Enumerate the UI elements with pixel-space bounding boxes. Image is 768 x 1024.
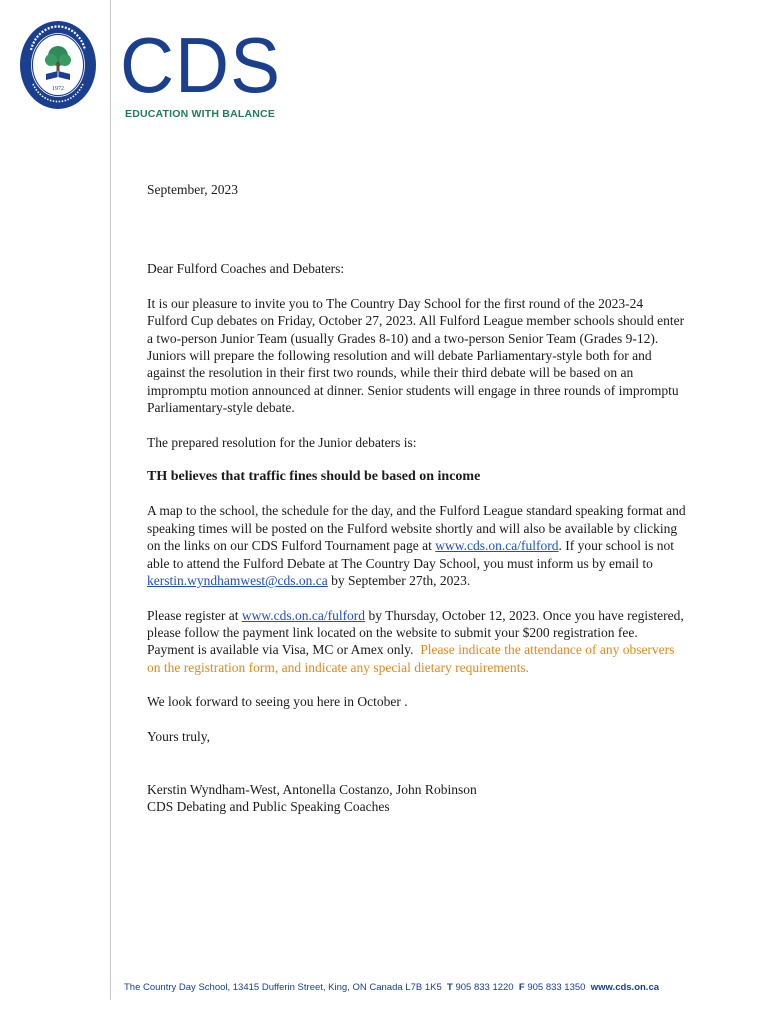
letter-date: September, 2023 [147, 182, 238, 197]
footer-phone: 905 833 1220 [455, 982, 514, 993]
footer-fax: 905 833 1350 [527, 982, 586, 993]
logistics-text-2: . If your school is not able to attend the Fulford Debate at The Country Day School, you must inform us by email to [147, 538, 674, 571]
brand-wordmark: CDS [120, 21, 281, 109]
logistics-text-1: A map to the school, the schedule for the day, and the Fulford League standard speaking format and speaking times will be posted on the Fulford website shortly and will also be available by clicking on the links on our CDS Fulford Tournament page at [147, 503, 686, 554]
footer-phone-label: T [447, 982, 453, 993]
margin-rule [110, 0, 111, 1000]
letter-body [147, 181, 687, 816]
signatories: Kerstin Wyndham-West, Antonella Costanzo, John Robinson [147, 781, 477, 797]
footer-website: www.cds.on.ca [590, 982, 660, 993]
registration-text-1: Please register at [147, 607, 239, 623]
registration-text-2: by Thursday, October 12, 2023. Once you have registered, please follow the payment link located on the website to submit your $200 registration fee. Payment is available via Visa, MC or Amex only. [147, 607, 684, 658]
closing-line: We look forward to seeing you here in October . [147, 694, 408, 710]
salutation: Dear Fulford Coaches and Debaters: [147, 261, 345, 277]
signoff: Yours truly, [147, 728, 211, 744]
brand-tagline: EDUCATION WITH BALANCE [125, 108, 276, 120]
footer-fax-label: F [518, 982, 525, 993]
logistics-text-3: by September 27th, 2023. [331, 573, 471, 589]
footer-address: The Country Day School, 13415 Dufferin Street, King, ON Canada L7B 1K5 [124, 982, 442, 993]
svg-text:1972: 1972 [52, 86, 64, 92]
registration-note-highlight: Please indicate the attendance of any observers on the registration form, and indicate any special dietary requirements. [147, 642, 675, 675]
paragraph-resolution-intro: The prepared resolution for the Junior debaters is: [147, 434, 417, 450]
paragraph-registration [147, 607, 687, 677]
signatory-title: CDS Debating and Public Speaking Coaches [147, 799, 390, 815]
contact-email-link[interactable]: kerstin.wyndhamwest@cds.on.ca [147, 573, 328, 589]
footer-contact [124, 982, 659, 993]
paragraph-logistics [147, 502, 687, 589]
resolution-statement: TH believes that traffic fines should be based on income [147, 469, 481, 485]
fulford-page-link[interactable]: www.cds.on.ca/fulford [435, 538, 559, 554]
school-seal-logo [19, 20, 97, 110]
registration-link[interactable]: www.cds.on.ca/fulford [241, 607, 366, 623]
paragraph-invitation: It is our pleasure to invite you to The Country Day School for the first round of the 2023-24 Fulford Cup debates on Friday, October 27, 2023. All Fulford League member schools should enter a two-person Junior Team (usually Grades 8-10) and a two-person Senior Team (Grades 9-12). Juniors will prepare the following resolution and will debate Parliamentary-style both for and against the resolution in their first two rounds, while their third debate will be based on an impromptu motion announced at dinner. Senior students will engage in three rounds of impromptu Parliamentary-style debate. [147, 295, 685, 416]
